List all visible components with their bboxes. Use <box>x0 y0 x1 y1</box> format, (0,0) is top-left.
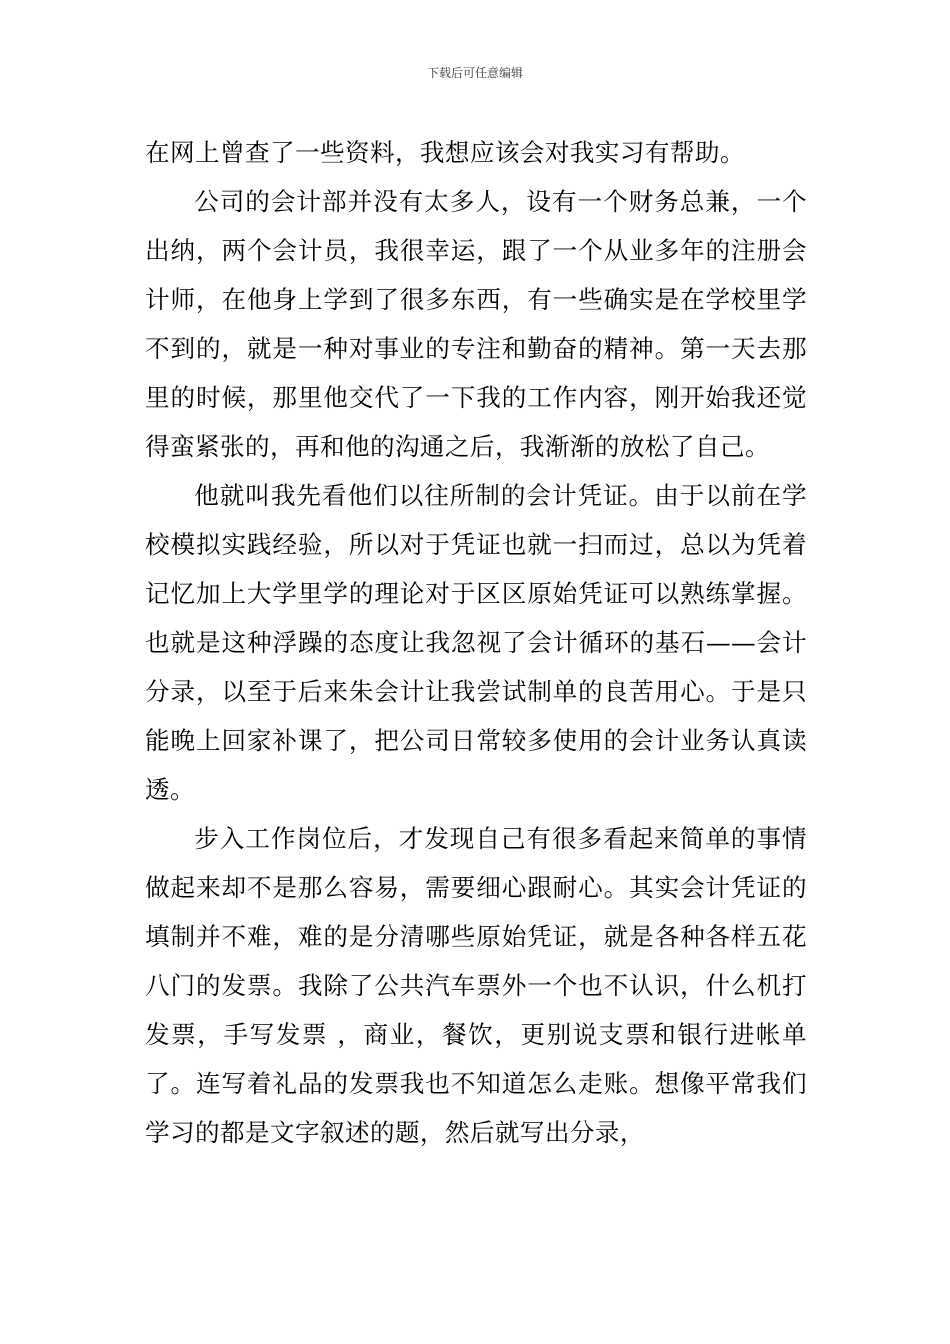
paragraph-vouchers: 他就叫我先看他们以往所制的会计凭证。由于以前在学校模拟实践经验，所以对于凭证也就一扫而过，总以为凭着记忆加上大学里学的理论对于区区原始凭证可以熟练掌握。也就是这种浮躁的态度让我忽视了会计循环的基石——会计分录，以至于后来朱会计让我尝试制单的良苦用心。于是只能晚上回家补课了，把公司日常较多使用的会计业务认真读透。 <box>145 481 807 804</box>
paragraph-work-experience: 步入工作岗位后，才发现自己有很多看起来简单的事情做起来却不是那么容易，需要细心跟耐心。其实会计凭证的填制并不难，难的是分清哪些原始凭证，就是各种各样五花八门的发票。我除了公共汽车票外一个也不认识，什么机打发票，手写发票 ，商业，餐饮，更别说支票和银行进帐单了。连写着礼品的发票我也不知道怎么走账。想像平常我们学习的都是文字叙述的题，然后就写出分录， <box>145 824 807 1147</box>
document-body <box>145 128 807 1157</box>
paragraph-continuation: 在网上曾查了一些资料，我想应该会对我实习有帮助。 <box>145 138 745 167</box>
paragraph-accounting-department: 公司的会计部并没有太多人，设有一个财务总兼，一个出纳，两个会计员，我很幸运，跟了一个从业多年的注册会计师，在他身上学到了很多东西，有一些确实是在学校里学不到的，就是一种对事业的专注和勤奋的精神。第一天去那里的时候，那里他交代了一下我的工作内容，刚开始我还觉得蛮紧张的，再和他的沟通之后，我渐渐的放松了自己。 <box>145 187 807 461</box>
page-header: 下载后可任意编辑 <box>426 66 523 80</box>
